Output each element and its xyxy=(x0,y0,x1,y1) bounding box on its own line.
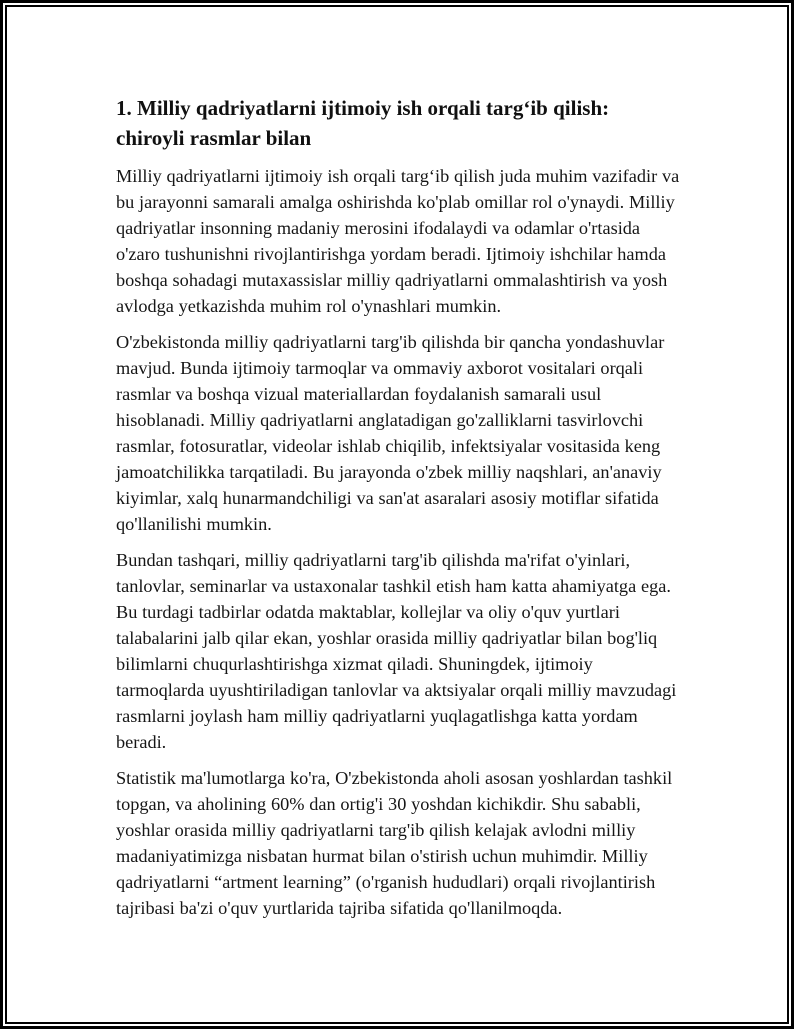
paragraph-events: Bundan tashqari, milliy qadriyatlarni targ'ib qilishda ma'rifat o'yinlari, tanlovlar, seminarlar va ustaxonalar tashkil etish ham katta ahamiyatga ega. Bu turdagi tadbirlar odatda maktablar, kollejlar va oliy o'quv yurtlari talabalarini jalb qilar ekan, yoshlar orasida milliy qadriyatlar bilan bog'liq bilimlarni chuqurlashtirishga xizmat qiladi. Shuningdek, ijtimoiy tarmoqlarda uyushtiriladigan tanlovlar va aktsiyalar orqali milliy mavzudagi rasmlarni joylash ham milliy qadriyatlarni yuqlagatlishga katta yordam beradi. xyxy=(116,550,677,752)
document-content xyxy=(116,3,684,931)
paragraph-statistics: Statistik ma'lumotlarga ko'ra, O'zbekistonda aholi asosan yoshlardan tashkil topgan, va aholining 60% dan ortig'i 30 yoshdan kichikdir. Shu sababli, yoshlar orasida milliy qadriyatlarni targ'ib qilish kelajak avlodni milliy madaniyatimizga nisbatan hurmat bilan o'stirish uchun muhimdir. Milliy qadriyatlarni “artment learning” (o'rganish hududlari) orqali rivojlantirish tajribasi ba'zi o'quv yurtlarida tajriba sifatida qo'llanilmoqda. xyxy=(116,768,673,918)
paragraph-intro: Milliy qadriyatlarni ijtimoiy ish orqali targ‘ib qilish juda muhim vazifadir va bu jarayonni samarali amalga oshirishda ko'plab omillar rol o'ynaydi. Milliy qadriyatlar insonning madaniy merosini ifodalaydi va odamlar o'rtasida o'zaro tushunishni rivojlantirishga yordam beradi. Ijtimoiy ishchilar hamda boshqa sohadagi mutaxassislar milliy qadriyatlarni ommalashtirish va yosh avlodga yetkazishda muhim rol o'ynashlari mumkin. xyxy=(116,166,680,316)
page-title: 1. Milliy qadriyatlarni ijtimoiy ish orqali targ‘ib qilish: chiroyli rasmlar bilan xyxy=(116,96,610,150)
paragraph-approaches: O'zbekistonda milliy qadriyatlarni targ'ib qilishda bir qancha yondashuvlar mavjud. Bunda ijtimoiy tarmoqlar va ommaviy axborot vositalari orqali rasmlar va boshqa vizual materiallardan foydalanish samarali usul hisoblanadi. Milliy qadriyatlarni anglatadigan go'zalliklarni tasvirlovchi rasmlar, fotosuratlar, videolar ishlab chiqilib, infektsiyalar vositasida keng jamoatchilikka tarqatiladi. Bu jarayonda o'zbek milliy naqshlari, an'anaviy kiyimlar, xalq hunarmandchiligi va san'at asaralari asosiy motiflar sifatida qo'llanilishi mumkin. xyxy=(116,332,665,534)
